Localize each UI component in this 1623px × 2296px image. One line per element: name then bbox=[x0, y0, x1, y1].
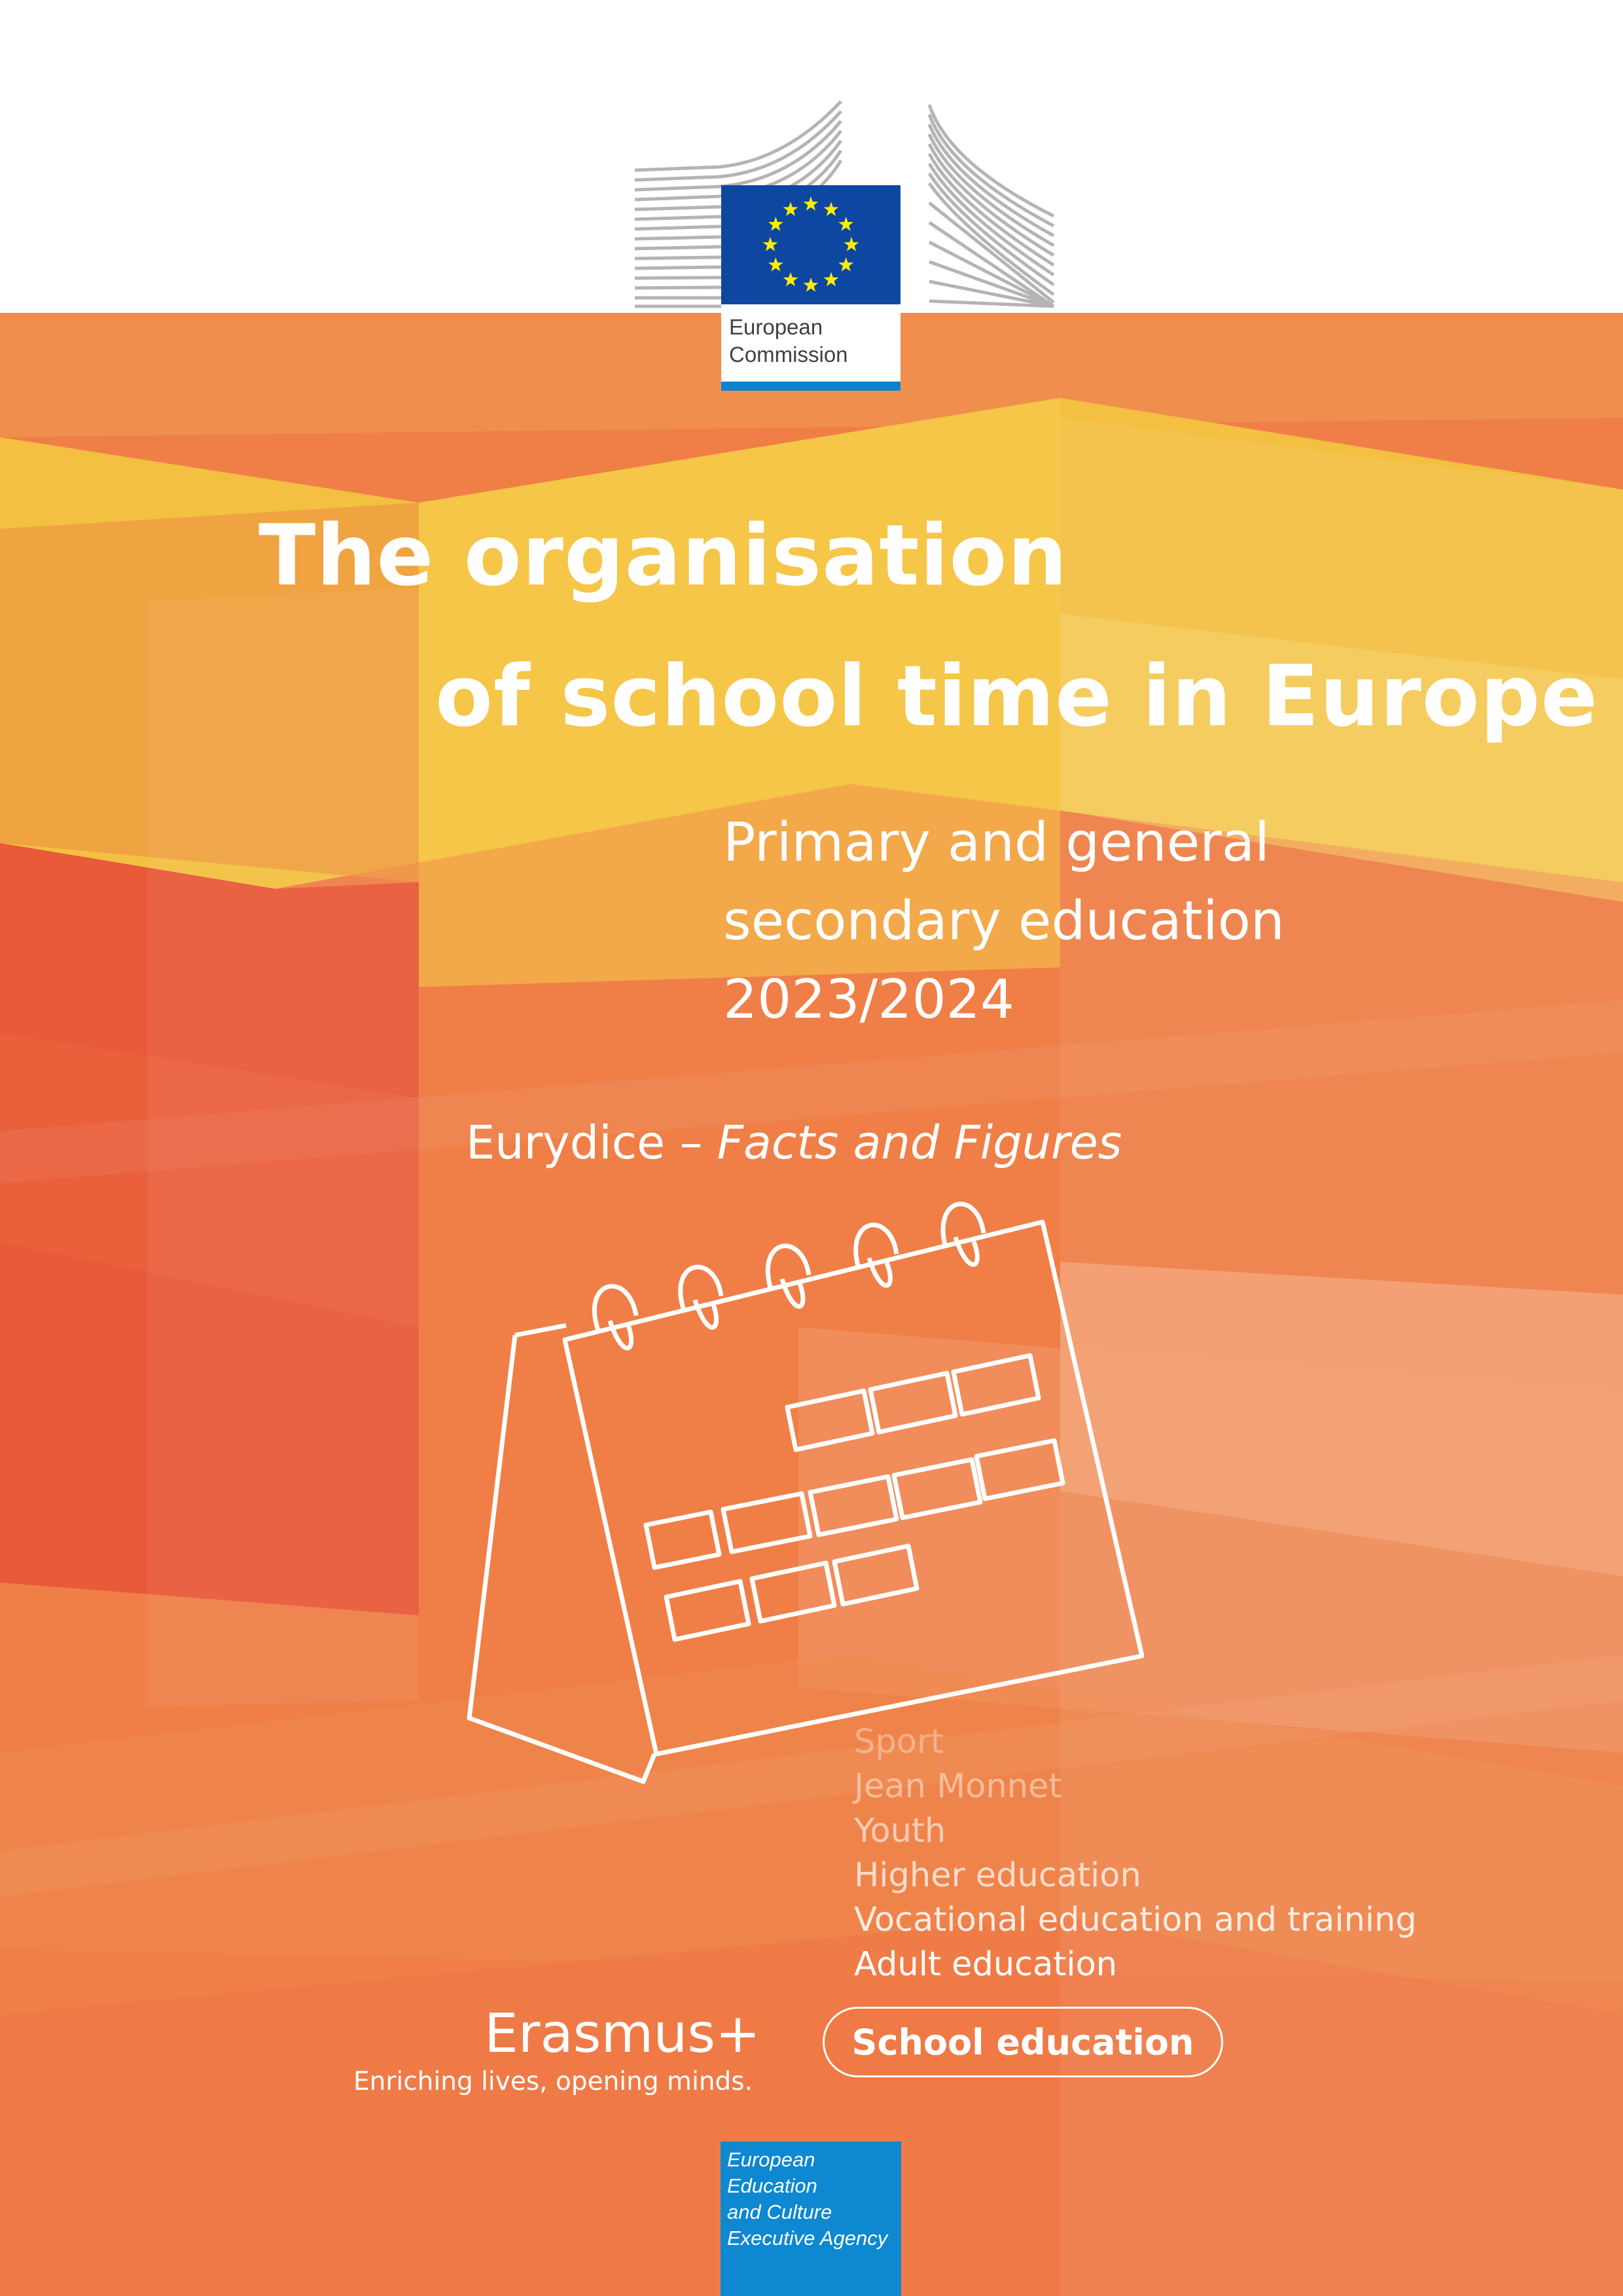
series-collection: Facts and Figures bbox=[717, 1116, 1122, 1170]
eu-star-icon bbox=[824, 202, 839, 216]
programme-area-jean-monnet: Jean Monnet bbox=[854, 1767, 1062, 1806]
publisher-bar bbox=[721, 382, 901, 391]
eu-star-icon bbox=[804, 278, 819, 292]
eu-star-icon bbox=[804, 196, 819, 211]
eacea-name-line2: and Culture bbox=[727, 2200, 832, 2223]
publisher-name-line2: Commission bbox=[729, 342, 848, 367]
programme-area-youth: Youth bbox=[854, 1812, 946, 1850]
eu-star-icon bbox=[783, 272, 798, 287]
eu-star-icon bbox=[838, 217, 853, 231]
eacea-logo bbox=[721, 2142, 901, 2296]
programme-area-higher-education: Higher education bbox=[854, 1856, 1141, 1895]
eu-star-icon bbox=[824, 272, 839, 287]
eu-star-icon bbox=[768, 257, 783, 272]
eu-star-icon bbox=[768, 217, 783, 231]
programme-areas-list bbox=[854, 1720, 1417, 1987]
school-education-badge: School education bbox=[823, 2007, 1223, 2077]
subtitle-year: 2023/2024 bbox=[723, 969, 1014, 1031]
erasmus-tagline: Enriching lives, opening minds. bbox=[353, 2067, 753, 2096]
series-name: Eurydice – bbox=[466, 1116, 717, 1170]
eacea-name bbox=[727, 2147, 901, 2251]
subtitle-line1: Primary and general bbox=[723, 812, 1270, 874]
eu-star-icon bbox=[783, 202, 798, 216]
programme-area-vet: Vocational education and training bbox=[854, 1901, 1417, 1939]
eacea-name-line3: Executive Agency bbox=[727, 2227, 888, 2250]
publisher-name bbox=[729, 314, 848, 368]
eu-star-icon bbox=[838, 257, 853, 272]
title-line2: of school time in Europe bbox=[435, 648, 1599, 745]
eu-star-icon bbox=[763, 237, 778, 251]
series-label bbox=[466, 1116, 1122, 1170]
title-line1: The organisation bbox=[259, 507, 1068, 605]
calendar-icon bbox=[458, 1191, 1165, 1793]
programme-area-sport: Sport bbox=[854, 1723, 944, 1761]
eacea-name-line1: European Education bbox=[727, 2148, 817, 2197]
european-commission-logo bbox=[721, 185, 901, 391]
erasmus-logo: Erasmus+ bbox=[484, 2003, 760, 2065]
subtitle-line2: secondary education bbox=[723, 890, 1285, 952]
eu-star-icon bbox=[844, 237, 859, 251]
programme-area-adult-education: Adult education bbox=[854, 1945, 1118, 1984]
publisher-name-line1: European bbox=[729, 315, 823, 339]
eu-flag-icon bbox=[721, 185, 901, 304]
